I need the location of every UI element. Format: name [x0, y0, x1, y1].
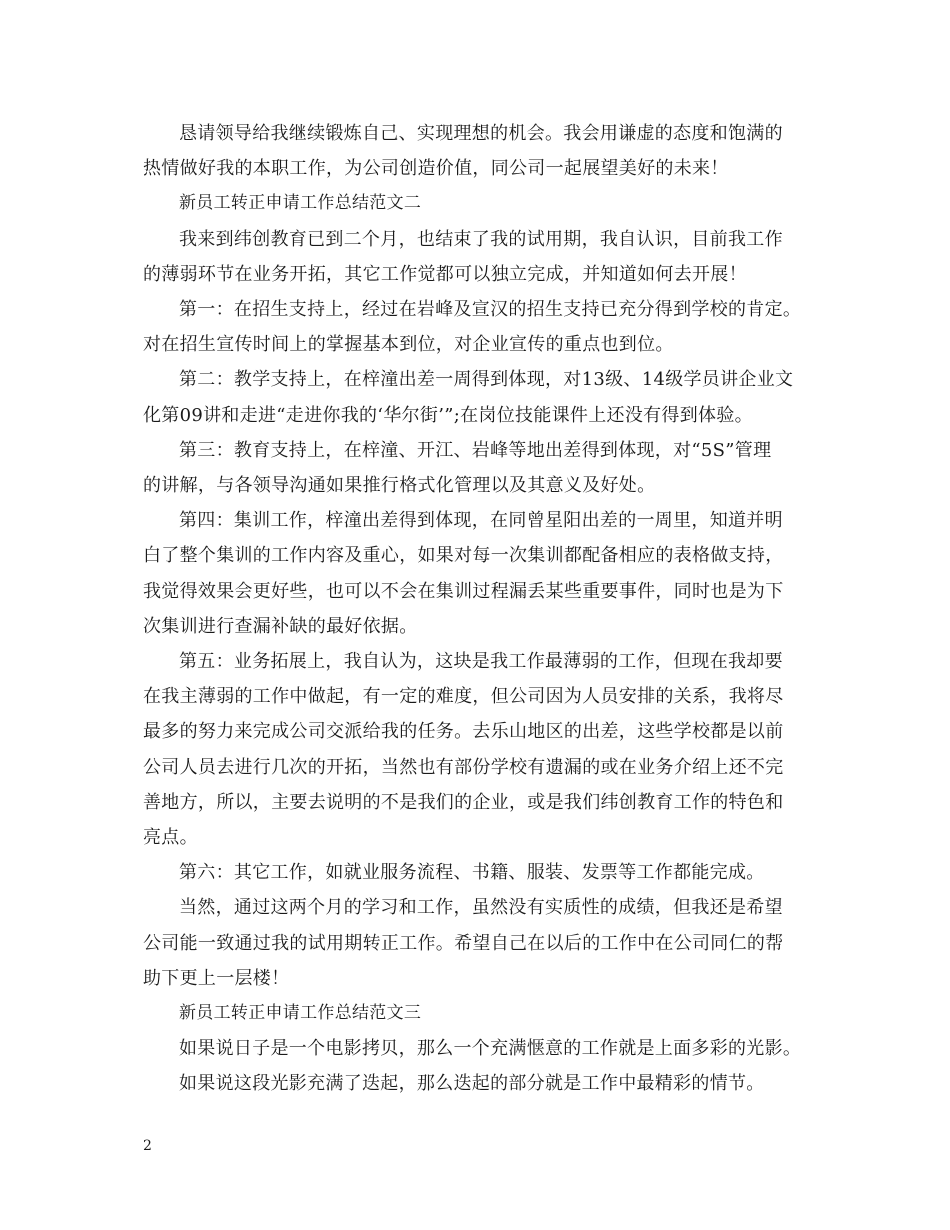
text-line: 白了整个集训的工作内容及重心，如果对每一次集训都配备相应的表格做支持， [143, 545, 784, 567]
text-line: 第六：其它工作，如就业服务流程、书籍、服装、发票等工作都能完成。 [179, 862, 765, 884]
body-paragraph [143, 1066, 803, 1101]
document-body [143, 116, 803, 1102]
text-line: 公司能一致通过我的试用期转正工作。希望自己在以后的工作中在公司同仁的帮 [143, 932, 784, 954]
text-line: 化第09讲和走进“走进你我的‘华尔街’”;在岗位技能课件上还没有得到体验。 [143, 404, 753, 426]
text-line: 在我主薄弱的工作中做起，有一定的难度，但公司因为人员安排的关系，我将尽 [143, 686, 784, 708]
text-line: 新员工转正申请工作总结范文二 [179, 193, 422, 214]
text-line: 第三：教育支持上，在梓潼、开江、岩峰等地出差得到体现，对“5S”管理 [179, 439, 772, 461]
page-number: 2 [143, 1138, 152, 1154]
text-line: 我觉得效果会更好些，也可以不会在集训过程漏丢某些重要事件，同时也是为下 [143, 580, 784, 602]
text-line: 如果说日子是一个电影拷贝，那么一个充满惬意的工作就是上面多彩的光影。 [179, 1038, 802, 1060]
text-line: 的薄弱环节在业务开拓，其它工作觉都可以独立完成，并知道如何去开展！ [143, 263, 747, 285]
text-line: 次集训进行查漏补缺的最好依据。 [143, 615, 418, 637]
text-line: 第四：集训工作，梓潼出差得到体现，在同曾星阳出差的一周里，知道并明 [179, 510, 783, 532]
text-line: 第二：教学支持上，在梓潼出差一周得到体现，对13级、14级学员讲企业文 [179, 369, 794, 391]
body-paragraph [143, 644, 803, 855]
section-heading [143, 186, 803, 221]
text-line: 的讲解，与各领导沟通如果推行格式化管理以及其意义及好处。 [143, 475, 656, 497]
text-line: 助下更上一层楼！ [143, 967, 290, 989]
text-line: 公司人员去进行几次的开拓，当然也有部份学校有遗漏的或在业务介绍上还不完 [143, 756, 784, 778]
text-line: 最多的努力来完成公司交派给我的任务。去乐山地区的出差，这些学校都是以前 [143, 721, 784, 743]
body-paragraph [143, 362, 803, 432]
body-paragraph [143, 116, 803, 186]
text-line: 第一：在招生支持上，经过在岩峰及宣汉的招生支持已充分得到学校的肯定。 [179, 299, 802, 321]
body-paragraph [143, 1031, 803, 1066]
body-paragraph [143, 433, 803, 503]
text-line: 第五：业务拓展上，我自认为，这块是我工作最薄弱的工作，但现在我却要 [179, 651, 783, 673]
body-paragraph [143, 890, 803, 996]
body-paragraph [143, 503, 803, 644]
text-line: 当然，通过这两个月的学习和工作，虽然没有实质性的成绩，但我还是希望 [179, 897, 783, 919]
body-paragraph [143, 292, 803, 362]
body-paragraph [143, 222, 803, 292]
text-line: 如果说这段光影充满了迭起，那么迭起的部分就是工作中最精彩的情节。 [179, 1073, 765, 1095]
text-line: 亮点。 [143, 827, 198, 849]
text-line: 我来到纬创教育已到二个月，也结束了我的试用期，我自认识，目前我工作 [179, 228, 783, 250]
section-heading [143, 996, 803, 1031]
body-paragraph [143, 855, 803, 890]
text-line: 恳请领导给我继续锻炼自己、实现理想的机会。我会用谦虚的态度和饱满的 [179, 123, 783, 144]
text-line: 热情做好我的本职工作，为公司创造价值，同公司一起展望美好的未来！ [143, 158, 729, 180]
text-line: 善地方，所以，主要去说明的不是我们的企业，或是我们纬创教育工作的特色和 [143, 791, 784, 813]
text-line: 对在招生宣传时间上的掌握基本到位，对企业宣传的重点也到位。 [143, 334, 674, 356]
text-line: 新员工转正申请工作总结范文三 [179, 1003, 422, 1024]
